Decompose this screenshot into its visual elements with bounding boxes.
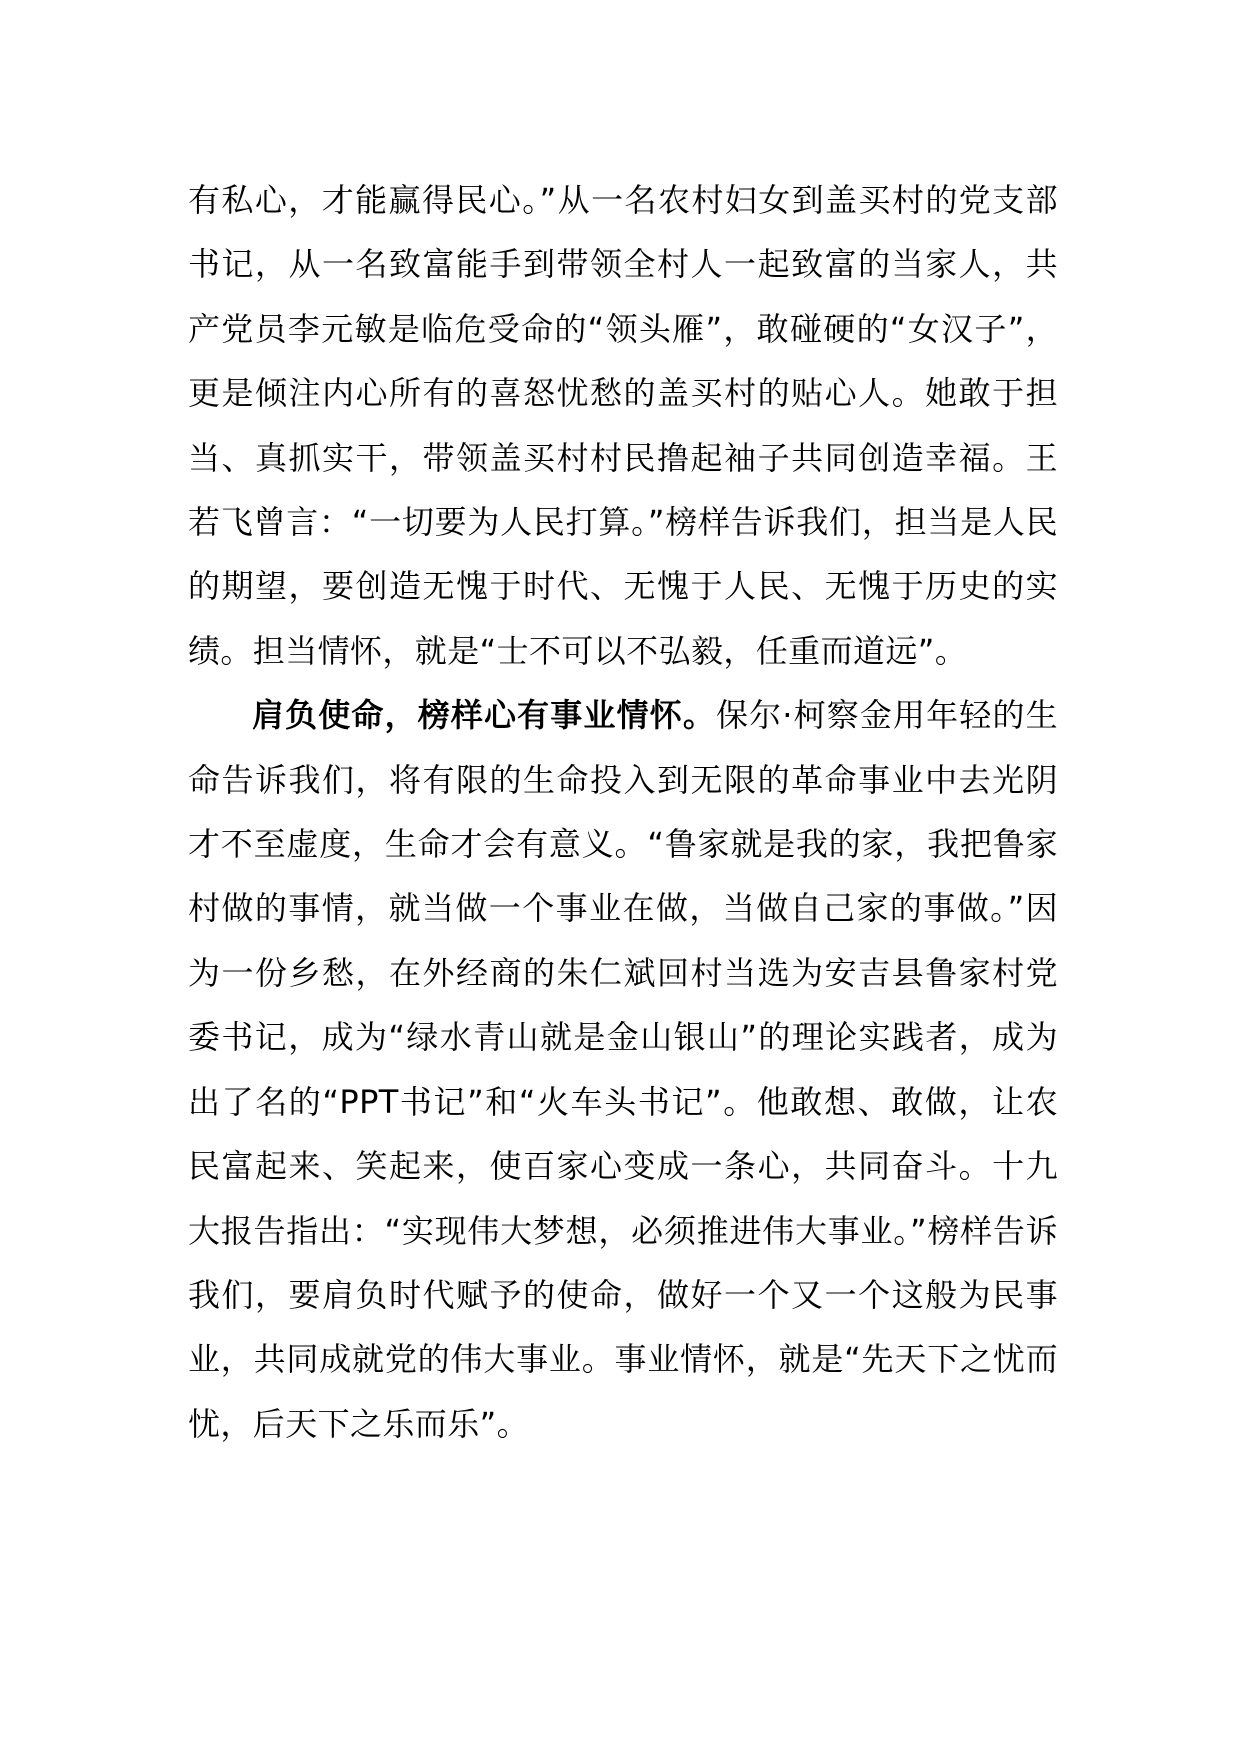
paragraph-text: 有私心，才能赢得民心。”从一名农村妇女到盖买村的党支部书记，从一名致富能手到带领全村人一起致富的当家人，共产党员李元敏是临危受命的“领头雁”，敢碰硬的“女汉子”，更是倾注内心所有的喜怒忧愁的盖买村的贴心人。她敢于担当、真抓实干，带领盖买村村民撸起袖子共同创造幸福。王若飞曾言：“一切要为人民打算。”榜样告诉我们，担当是人民的期望，要创造无愧于时代、无愧于人民、无愧于历史的实绩。担当情怀，就是“士不可以不弘毅，任重而道远”。: [188, 181, 1058, 670]
paragraph-career-mission: [188, 683, 1058, 1456]
paragraph-continuation: [188, 168, 1058, 683]
body-text: [188, 168, 1058, 1456]
paragraph-lead-heading: 肩负使命，榜样心有事业情怀。: [252, 696, 716, 735]
paragraph-text: 保尔·柯察金用年轻的生命告诉我们，将有限的生命投入到无限的革命事业中去光阴才不至虚度，生命才会有意义。“鲁家就是我的家，我把鲁家村做的事情，就当做一个事业在做，当做自己家的事做。”因为一份乡愁，在外经商的朱仁斌回村当选为安吉县鲁家村党委书记，成为“绿水青山就是金山银山”的理论实践者，成为出了名的“PPT书记”和“火车头书记”。他敢想、敢做，让农民富起来、笑起来，使百家心变成一条心，共同奋斗。十九大报告指出：“实现伟大梦想，必须推进伟大事业。”榜样告诉我们，要肩负时代赋予的使命，做好一个又一个这般为民事业，共同成就党的伟大事业。事业情怀，就是“先天下之忧而忧，后天下之乐而乐”。: [188, 696, 1058, 1443]
